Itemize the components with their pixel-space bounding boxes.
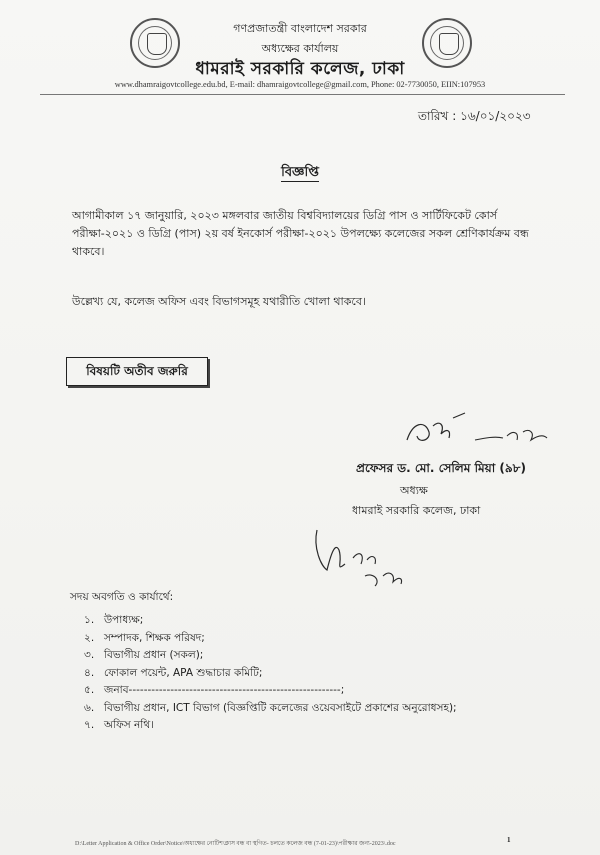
footer-file-path: D:\Letter Application & Office Order\Notice\অধ্যক্ষের নোটিশ\ক্লাস বন্ধ বা স্থগিত- চলতে কলেজ বন্ধ (7-01-23)\পরীক্ষার জন্য-2023\.doc: [75, 841, 396, 847]
list-item-text: অফিস নথি।: [104, 719, 154, 731]
list-item-text: জনাব--------------------------------------------------------;: [104, 684, 345, 696]
list-item-number: ৭.: [84, 719, 95, 731]
list-item: [84, 665, 457, 683]
signatory-role: অধ্যক্ষ: [400, 484, 428, 497]
initials-icon: [305, 520, 415, 600]
list-item-text: উপাধ্যক্ষ;: [104, 614, 144, 626]
list-item: [84, 700, 457, 718]
notice-date: তারিখ : ১৬/০১/২০২৩: [418, 109, 531, 123]
list-item: [84, 612, 457, 630]
recipient-list: [84, 612, 457, 735]
signatory-name: প্রফেসর ড. মো. সেলিম মিয়া (৯৮): [356, 461, 526, 475]
list-item-number: ৫.: [84, 684, 95, 696]
government-line: গণপ্রজাতন্ত্রী বাংলাদেশ সরকার: [233, 22, 367, 35]
list-item-text: সম্পাদক, শিক্ষক পরিষদ;: [104, 631, 205, 644]
list-item-number: ৬.: [84, 701, 95, 714]
college-name: ধামরাই সরকারি কলেজ, ঢাকা: [195, 59, 405, 79]
signature-icon: [395, 410, 560, 450]
office-line: অধ্যক্ষের কার্যালয়: [261, 42, 339, 55]
list-item-text: বিভাগীয় প্রধান (সকল);: [104, 649, 204, 661]
notice-body-paragraph-1: আগামীকাল ১৭ জানুয়ারি, ২০২৩ মঙ্গলবার জাতীয় বিশ্ববিদ্যালয়ের ডিগ্রি পাস ও সার্টিফিকেট কোর্স পরীক্ষা-২০২১ ও ডিগ্রি (পাস) ২য় বর্ষ ইনকোর্স পরীক্ষা-২০২১ উপলক্ষ্যে কলেজের সকল শ্রেণিকার্যক্রম বন্ধ থাকবে।: [72, 209, 529, 258]
notice-title-text: বিজ্ঞপ্তি: [281, 165, 319, 180]
list-item-number: ৪.: [84, 666, 95, 679]
notice-body-paragraph-2: উল্লেখ্য যে, কলেজ অফিস এবং বিভাগসমূহ যথারীতি খোলা থাকবে।: [72, 295, 366, 308]
list-item-number: ১.: [84, 614, 95, 626]
list-item-number: ২.: [84, 631, 95, 644]
urgent-box: বিষয়টি অতীব জরুরি: [66, 357, 208, 386]
contact-line: www.dhamraigovtcollege.edu.bd, E-mail: dhamraigovtcollege@gmail.com, Phone: 02-7730050, EIIN:107953: [114, 80, 486, 89]
list-item-text: বিভাগীয় প্রধান, ICT বিভাগ (বিজ্ঞপ্তিটি কলেজের ওয়েবসাইটে প্রকাশের অনুরোধসহ);: [104, 701, 457, 714]
notice-title: [0, 163, 600, 184]
list-item-number: ৩.: [84, 649, 95, 661]
signatory-organization: ধামরাই সরকারি কলেজ, ঢাকা: [352, 504, 481, 517]
list-item: [84, 717, 457, 735]
list-item: [84, 630, 457, 648]
copy-to-heading: সদয় অবগতি ও কার্যার্থে:: [70, 591, 174, 603]
header-divider: [40, 94, 565, 95]
list-item: [84, 682, 457, 700]
list-item-text: ফোকাল পয়েন্ট, APA শুদ্ধাচার কমিটি;: [104, 666, 263, 679]
list-item: [84, 647, 457, 665]
page-number: 1: [507, 836, 511, 844]
